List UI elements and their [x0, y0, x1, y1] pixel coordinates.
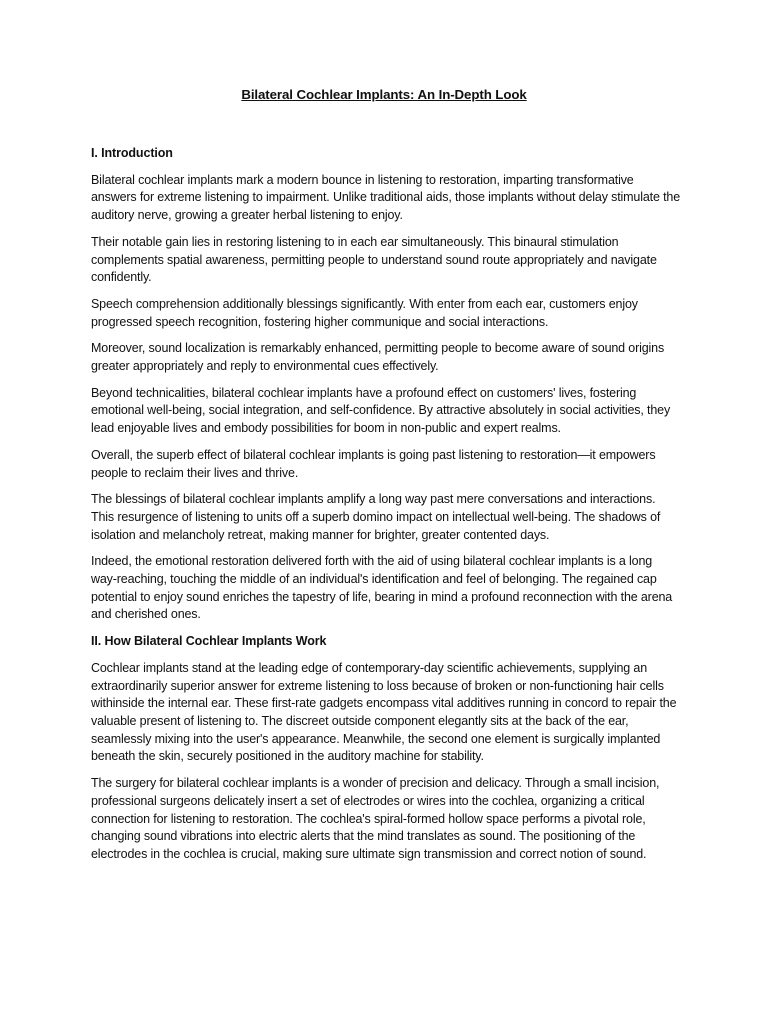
- paragraph: Beyond technicalities, bilateral cochlear implants have a profound effect on customers' lives, fostering emotional well-being, social integration, and self-confidence. By attractive absolutely in social activities, they lead enjoyable lives and embody possibilities for boom in non-public and expert realms.: [91, 385, 671, 436]
- paragraph: The surgery for bilateral cochlear implants is a wonder of precision and delicacy. Through a small incision, professional surgeons delicately insert a set of electrodes or wires into the cochlea, organizing a critical connection for listening to restoration. The cochlea's spiral-formed hollow space performs a pivotal role, changing sound vibrations into electric alerts that the mind translates as sound. The positioning of the electrodes in the cochlea is crucial, making sure ultimate sign transmission and correct notion of sound.: [91, 776, 660, 861]
- section-heading: II. How Bilateral Cochlear Implants Work: [91, 634, 327, 649]
- section-heading: I. Introduction: [91, 146, 173, 160]
- paragraph: Speech comprehension additionally blessings significantly. With enter from each ear, customers enjoy progressed speech recognition, fostering higher communique and social interactions.: [91, 296, 638, 329]
- paragraph: Their notable gain lies in restoring listening to in each ear simultaneously. This binaural stimulation complements spatial awareness, permitting people to understand sound route appropriately and navigate confidently.: [91, 234, 657, 285]
- paragraph: Indeed, the emotional restoration delivered forth with the aid of using bilateral cochlear implants is a long way-reaching, touching the middle of an individual's identification and feel of belonging. The regained cap potential to enjoy sound enriches the tapestry of life, bearing in mind a profound reconnection with the arena and cherished ones.: [91, 554, 673, 622]
- document-title: Bilateral Cochlear Implants: An In-Depth Look: [241, 87, 527, 102]
- document-body: [91, 145, 681, 873]
- paragraph: Bilateral cochlear implants mark a modern bounce in listening to restoration, imparting transformative answers for extreme listening to impairment. Unlike traditional aids, those implants without delay stimulate the auditory nerve, growing a greater herbal listening to enjoy.: [91, 172, 681, 223]
- section-how-it-works: [91, 633, 681, 863]
- section-introduction: [91, 145, 681, 624]
- paragraph: Cochlear implants stand at the leading edge of contemporary-day scientific achievements, supplying an extraordinarily superior answer for extreme listening to loss because of broken or non-functioning hair cells withinside the internal ear. These first-rate gadgets encompass vital additives running in concord to repair the valuable present of listening to. The discreet outside component elegantly sits at the back of the ear, seamlessly mixing into the user's appearance. Meanwhile, the second one element is surgically implanted beneath the skin, securely positioned in the auditory machine for stability.: [91, 660, 677, 764]
- paragraph: Overall, the superb effect of bilateral cochlear implants is going past listening to restoration—it empowers people to reclaim their lives and thrive.: [91, 447, 656, 480]
- paragraph: The blessings of bilateral cochlear implants amplify a long way past mere conversations and interactions. This resurgence of listening to units off a superb domino impact on intellectual well-being. The shadows of isolation and melancholy retreat, making manner for brighter, greater contented days.: [91, 492, 661, 542]
- paragraph: Moreover, sound localization is remarkably enhanced, permitting people to become aware of sound origins greater appropriately and reply to environmental cues effectively.: [91, 341, 665, 374]
